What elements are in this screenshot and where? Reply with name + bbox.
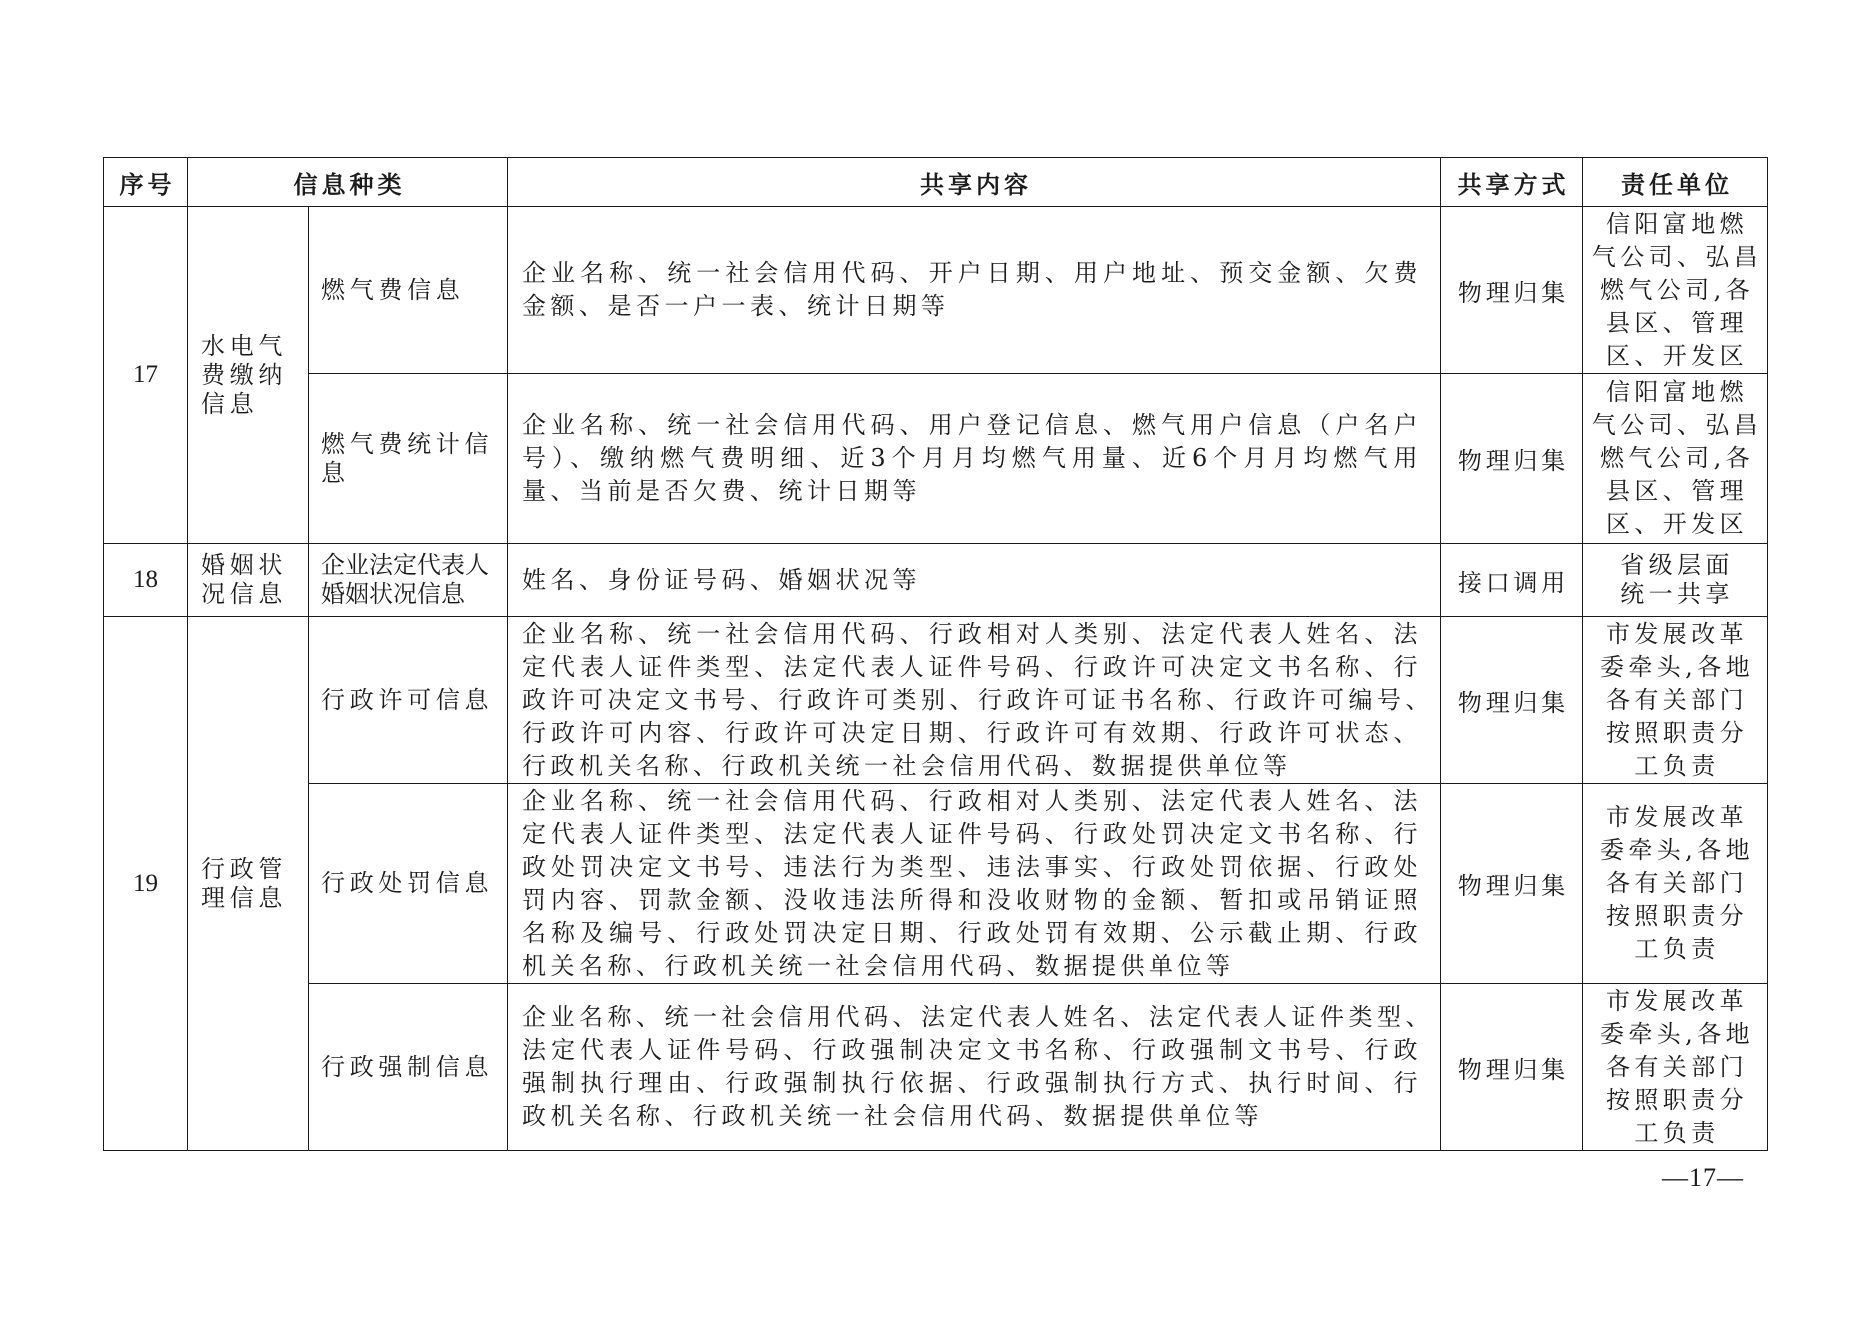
responsible-unit [1583, 784, 1768, 984]
text-line: 县区、管理 [1606, 477, 1748, 505]
info-category-cell [188, 207, 309, 544]
text-line: 费缴纳 [201, 360, 288, 389]
text-line: 信息 [201, 389, 259, 418]
header-info-category: 信息种类 [188, 158, 508, 207]
table-row [104, 617, 1768, 784]
sharing-method: 物理归集 [1441, 374, 1583, 544]
text-line: 政处罚决定文书号、违法行为类型、违法事实、行政处罚依据、行政处 [522, 852, 1422, 881]
info-category-cell [188, 544, 309, 617]
text-line: 机关名称、行政机关统一社会信用代码、数据提供单位等 [522, 951, 1235, 980]
text-line: 市发展改革 [1606, 803, 1748, 831]
info-type [321, 686, 501, 715]
text-line: 金额、是否一户一表、统计日期等 [522, 292, 950, 320]
text-line: 行政机关名称、行政机关统一社会信用代码、数据提供单位等 [522, 751, 1292, 780]
text-line: 行政强制信息 [321, 1052, 494, 1081]
text-line: 各有关部门 [1606, 869, 1748, 897]
sharing-method: 物理归集 [1441, 207, 1583, 374]
text-line: 按照职责分 [1606, 1085, 1748, 1114]
shared-content-cell [508, 207, 1441, 374]
text-line: 企业名称、统一社会信用代码、行政相对人类别、法定代表人姓名、法 [522, 786, 1422, 815]
responsible-unit [1583, 617, 1768, 784]
text-line: 婚姻状况信息 [321, 580, 465, 608]
text-line: 市发展改革 [1606, 986, 1748, 1015]
text-line: 各有关部门 [1606, 1052, 1748, 1081]
text-line: 委牵头,各地 [1599, 1019, 1755, 1048]
text-line: 法定代表人证件号码、行政强制决定文书名称、行政强制文书号、行政 [522, 1036, 1422, 1064]
text-line: 企业名称、统一社会信用代码、开户日期、用户地址、预交金额、欠费 [522, 259, 1422, 287]
responsible-unit [1583, 544, 1768, 617]
shared-content-cell [508, 374, 1441, 544]
table-row [104, 374, 1768, 544]
text-line: 县区、管理 [1606, 308, 1748, 337]
text-line: 罚内容、罚款金额、没收违法所得和没收财物的金额、暂扣或吊销证照 [522, 885, 1422, 914]
info-type-cell [309, 207, 508, 374]
text-line: 号）、缴纳燃气费明细、近3个月月均燃气用量、近6个月月均燃气用 [522, 444, 1422, 472]
text-line: 燃气公司,各 [1599, 275, 1755, 304]
text-line: 强制执行理由、行政强制执行依据、行政强制执行方式、执行时间、行 [522, 1069, 1422, 1097]
table-row [104, 784, 1768, 984]
info-category [201, 332, 302, 419]
text-line: 工负责 [1634, 751, 1720, 780]
text-line: 理信息 [201, 883, 288, 912]
info-type-cell [309, 544, 508, 617]
shared-content-cell [508, 544, 1441, 617]
text-line: 工负责 [1634, 935, 1720, 963]
page-number: —17— [1662, 1163, 1744, 1192]
info-category-cell [188, 617, 309, 1151]
header-sharing-method: 共享方式 [1441, 158, 1583, 207]
text-line: 定代表人证件类型、法定代表人证件号码、行政处罚决定文书名称、行 [522, 819, 1422, 848]
info-category [201, 551, 302, 609]
responsible-unit [1583, 207, 1768, 374]
info-type [321, 1053, 501, 1082]
text-line: 委牵头,各地 [1599, 836, 1755, 864]
text-line: 息 [321, 458, 350, 487]
text-line: 区、开发区 [1606, 510, 1748, 538]
serial-number: 18 [104, 544, 188, 617]
text-line: 姓名、身份证号码、婚姻状况等 [522, 565, 921, 594]
text-line: 各有关部门 [1606, 685, 1748, 714]
text-line: 行政处罚信息 [321, 869, 494, 897]
shared-content [522, 564, 1422, 597]
text-line: 燃气费信息 [321, 275, 465, 304]
text-line: 名称及编号、行政处罚决定日期、行政处罚有效期、公示截止期、行政 [522, 918, 1422, 947]
shared-content [522, 618, 1434, 783]
text-line: 气公司、弘昌 [1591, 411, 1763, 439]
text-line: 市发展改革 [1606, 619, 1748, 648]
text-line: 省级层面 [1620, 551, 1734, 579]
info-category [201, 855, 302, 913]
text-line: 按照职责分 [1606, 718, 1748, 747]
table-row [104, 207, 1768, 374]
info-sharing-table [103, 157, 1768, 1151]
text-line: 企业名称、统一社会信用代码、法定代表人姓名、法定代表人证件类型、 [522, 1003, 1434, 1031]
text-line: 工负责 [1634, 1118, 1720, 1147]
serial-number: 17 [104, 207, 188, 544]
text-line: 信阳富地燃 [1606, 378, 1748, 406]
text-line: 燃气公司,各 [1599, 444, 1755, 472]
table-row [104, 544, 1768, 617]
info-type-cell [309, 984, 508, 1151]
shared-content [522, 1001, 1434, 1133]
text-line: 政机关名称、行政机关统一社会信用代码、数据提供单位等 [522, 1102, 1263, 1130]
sharing-method: 物理归集 [1441, 617, 1583, 784]
sharing-method: 物理归集 [1441, 784, 1583, 984]
text-line: 统一共享 [1620, 580, 1734, 608]
sharing-method: 物理归集 [1441, 984, 1583, 1151]
info-type [321, 276, 501, 305]
shared-content-cell [508, 617, 1441, 784]
text-line: 信阳富地燃 [1606, 209, 1748, 238]
header-serial-number: 序号 [104, 158, 188, 207]
responsible-unit [1583, 374, 1768, 544]
sharing-method: 接口调用 [1441, 544, 1583, 617]
text-line: 企业名称、统一社会信用代码、用户登记信息、燃气用户信息（户名户 [522, 411, 1422, 439]
text-line: 委牵头,各地 [1599, 652, 1755, 681]
header-row [104, 158, 1768, 207]
text-line: 定代表人证件类型、法定代表人证件号码、行政许可决定文书名称、行 [522, 652, 1422, 681]
shared-content-cell [508, 784, 1441, 984]
info-type-cell [309, 617, 508, 784]
text-line: 燃气费统计信 [321, 429, 494, 458]
info-type-cell [309, 784, 508, 984]
text-line: 量、当前是否欠费、统计日期等 [522, 477, 921, 505]
text-line: 行政许可内容、行政许可决定日期、行政许可有效期、行政许可状态、 [522, 718, 1422, 747]
info-type [321, 869, 501, 898]
shared-content [522, 257, 1422, 323]
shared-content [522, 409, 1422, 508]
info-type [321, 430, 501, 488]
text-line: 气公司、弘昌 [1591, 242, 1763, 271]
shared-content-cell [508, 984, 1441, 1151]
text-line: 按照职责分 [1606, 902, 1748, 930]
text-line: 企业法定代表人 [321, 551, 489, 579]
text-line: 行政许可信息 [321, 685, 494, 714]
serial-number: 19 [104, 617, 188, 1151]
text-line: 况信息 [201, 580, 288, 608]
text-line: 婚姻状 [201, 551, 288, 579]
info-type [321, 551, 501, 609]
shared-content [522, 785, 1422, 983]
header-responsible-unit: 责任单位 [1583, 158, 1768, 207]
info-type-cell [309, 374, 508, 544]
text-line: 区、开发区 [1606, 341, 1748, 370]
text-line: 政许可决定文书号、行政许可类别、行政许可证书名称、行政许可编号、 [522, 685, 1434, 714]
text-line: 水电气 [201, 331, 288, 360]
responsible-unit [1583, 984, 1768, 1151]
text-line: 企业名称、统一社会信用代码、行政相对人类别、法定代表人姓名、法 [522, 619, 1422, 648]
table-row [104, 984, 1768, 1151]
header-shared-content: 共享内容 [508, 158, 1441, 207]
text-line: 行政管 [201, 854, 288, 883]
